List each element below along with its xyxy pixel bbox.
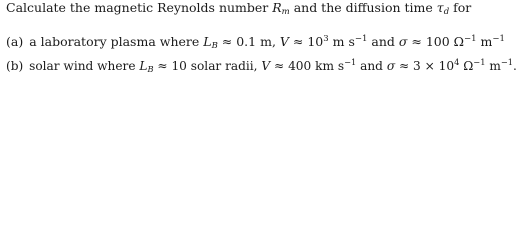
part-a-text-5: and (367, 34, 399, 49)
part-a-text-3: ≈ 10 (288, 34, 324, 49)
part-b-label: (b) (6, 58, 24, 73)
part-a-text-2: ≈ 0.1 m, (217, 34, 280, 49)
part-b-velocity-symbol: V (261, 58, 271, 73)
part-b-conductivity-symbol: σ (386, 58, 396, 73)
part-b-text-1: solar wind where (29, 58, 140, 73)
part-b-text-4: and (356, 58, 387, 73)
magnetic-reynolds-symbol: R (272, 0, 282, 15)
part-a-text-4: m s (328, 34, 355, 49)
diffusion-time-symbol: τ (436, 0, 444, 15)
part-b-text-5: ≈ 3 × 10 (395, 58, 455, 73)
part-a-metre-exponent: −1 (492, 34, 505, 44)
part-b (6, 58, 517, 74)
part-b-metre-exponent: −1 (500, 58, 514, 68)
part-a-text-1: a laboratory plasma where (29, 34, 204, 49)
part-a-length-subscript: B (211, 41, 218, 51)
part-a (6, 34, 505, 50)
part-b-text-3: ≈ 400 km s (270, 58, 345, 73)
intro-text-3: for (449, 0, 472, 15)
part-a-ohm-exponent: −1 (464, 34, 477, 44)
part-a-label: (a) (6, 34, 24, 49)
part-a-conductivity-symbol: σ (398, 34, 408, 49)
part-a-length-symbol: L (203, 34, 212, 49)
part-b-conductivity-power: 4 (454, 58, 460, 68)
part-b-text-6: Ω (459, 58, 474, 73)
intro-text-2: and the diffusion time (289, 0, 437, 15)
part-b-text-8: . (513, 58, 517, 73)
part-b-text-2: ≈ 10 solar radii, (153, 58, 262, 73)
part-a-velocity-symbol: V (279, 34, 289, 49)
diffusion-time-subscript: d (443, 7, 450, 17)
part-a-text-7: m (476, 34, 493, 49)
part-a-text-6: ≈ 100 Ω (407, 34, 465, 49)
part-a-velocity-unit-exponent: −1 (354, 34, 368, 44)
part-b-length-symbol: L (139, 58, 148, 73)
part-b-ohm-exponent: −1 (473, 58, 486, 68)
part-b-length-subscript: B (147, 65, 154, 75)
problem-intro (6, 0, 471, 16)
part-a-velocity-exponent: 3 (323, 34, 329, 44)
magnetic-reynolds-subscript: m (281, 7, 290, 17)
part-b-velocity-unit-exponent: −1 (344, 58, 357, 68)
part-b-text-7: m (485, 58, 501, 73)
intro-text-1: Calculate the magnetic Reynolds number (6, 0, 273, 15)
